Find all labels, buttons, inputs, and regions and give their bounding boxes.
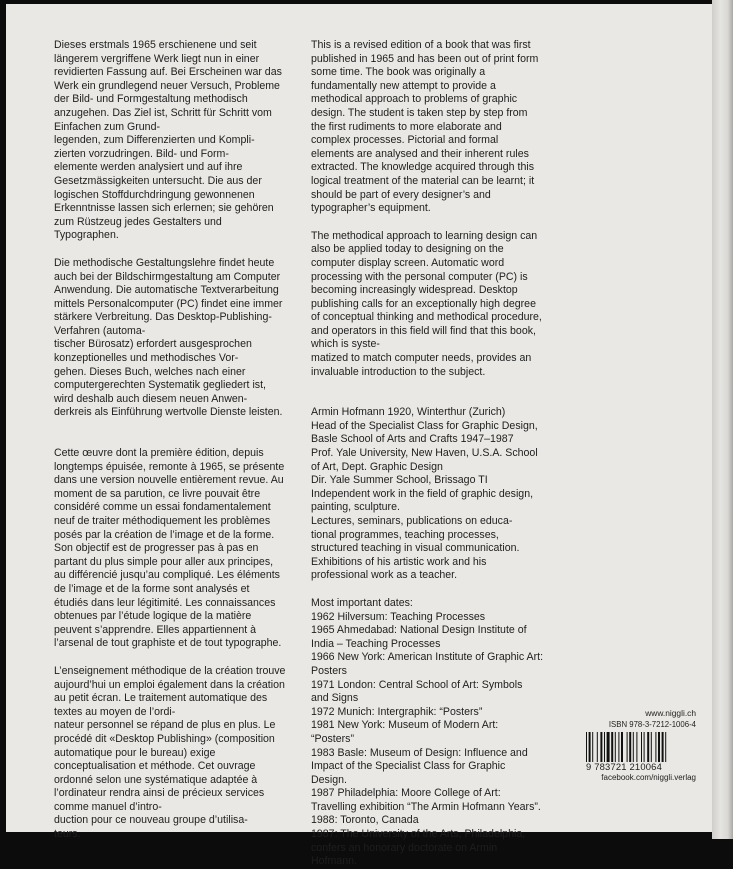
date-item: 1962 Hilversum: Teaching Processes — [311, 610, 486, 623]
date-item: 1972 Munich: Intergraphik: “Posters” — [311, 705, 483, 718]
isbn-text: ISBN 978-3-7212-1006-4 — [608, 720, 696, 729]
dates-heading: Most important dates: — [311, 596, 413, 609]
english-paragraph-1: This is a revised edition of a book that was first published in 1965 and has been out of print form some time. The book was originally a fundamentally new attempt to provide a methodical approach to problems of graphic design. The student is taken step by step from the first rudiments to more elaborate and complex processes. Pictorial and formal elements are analysed and their inherent rules extracted. The knowledge acquired through this logical treatment of the material can be learnt; it should be part of every designer’s and typographer’s equipment. — [311, 39, 539, 215]
dates-list — [311, 611, 543, 869]
german-paragraph-1: Dieses erstmals 1965 erschienene und seit längerem vergriffene Werk liegt nun in einer revidierten Fassung auf. Bei Erscheinen war das Werk ein grundlegend neuer Versuch, Probleme der Bild- und Formgestaltung methodisch anzugehen. Das Ziel ist, Schritt für Schritt vom Einfachen zum Grund- legenden, zum Differenzierten und Kompli- zierten vorzudringen. Bild- und Form- elemente werden analysiert und auf ihre Gesetzmässigkeiten untersucht. Die aus der logischen Stoffdurchdringung gewonnenen Erkenntnisse lassen sich erlernen; sie gehören zum Rüstzeug jedes Gestalters und Typographen. — [54, 39, 282, 242]
date-item: 1966 New York: American Institute of Graphic Art: Posters — [311, 651, 544, 677]
date-item: 1983 Basle: Museum of Design: Influence and Impact of the Specialist Class for Graphic Design. — [311, 746, 528, 786]
publisher-url: www.niggli.ch — [645, 708, 696, 718]
date-item: 1981 New York: Museum of Modern Art: “Posters” — [311, 719, 499, 745]
date-item: 1987 Philadelphia: Moore College of Art: Travelling exhibition “The Armin Hofmann Years”. 1988: Toronto, Canada — [311, 787, 541, 827]
barcode-icon — [586, 732, 696, 762]
barcode-number: 9 783721 210064 — [586, 761, 662, 772]
german-paragraph-2: Die methodische Gestaltungslehre findet heute auch bei der Bildschirmgestaltung am Computer Anwendung. Die automatische Textverarbeitung mittels Personalcomputer (PC) findet eine immer stärkere Verbreitung. Das Desktop-Publishing-Verfahren (automa- tischer Bürosatz) erfordert ausgesprochen konzeptionelles und methodisches Vor- gehen. Dieses Buch, welches nach einer computergerechten Systematik gegliedert ist, wird deshalb auch diesem neuen Anwen- derkreis als Einführung wertvolle Dienste leisten. — [54, 256, 283, 419]
date-item: 1965 Ahmedabad: National Design Institute of India – Teaching Processes — [311, 624, 527, 650]
left-column — [54, 39, 286, 842]
barcode-block — [586, 708, 696, 783]
french-paragraph-1: Cette œuvre dont la première édition, depuis longtemps épuisée, remonte à 1965, se présente dans une version nouvelle entièrement revue. Au moment de sa parution, ce livre pouvait être considéré comme un essai fondamentalement neuf de traiter méthodiquement les problèmes posés par la création de l’image et de la forme. Son objectif est de progresser pas à pas en partant du plus simple pour aller aux principes, au différencié jusqu’au compliqué. Les éléments de l’image et de la forme sont analysés et étudiés dans leur légitimité. Les connaissances obtenues par l’étude logique de la matière peuvent s’apprendre. Elles appartiennent à l’arsenal de tout graphiste et de tout typographe. — [54, 447, 285, 650]
right-column — [311, 39, 543, 869]
author-bio: Armin Hofmann 1920, Winterthur (Zurich) Head of the Specialist Class for Graphic Design, Basle School of Arts and Crafts 1947–1987 Prof. Yale University, New Haven, U.S.A. School of Art, Dept. Graphic Design Dir. Yale Summer School, Brissago TI Independent work in the field of graphic design, painting, sculpture. Lectures, seminars, publications on educa- tional programmes, teaching processes, structured teaching in visual communication. Exhibitions of his artistic work and his professional work as a teacher. — [311, 406, 538, 582]
book-spine — [712, 0, 733, 839]
facebook-url: facebook.com/niggli.verlag — [601, 773, 696, 782]
french-paragraph-2: L’enseignement méthodique de la création trouve aujourd’hui un emploi également dans la création au petit écran. Le traitement automatique des textes au moyen de l’ordi- nateur personnel se répand de plus en plus. Le procédé dit «Desktop Publishing» (composition automatique pour le bureau) exige conceptualisation et méthode. Cet ouvrage ordonné selon une systématique adaptée à l’ordinateur rendra ainsi de précieux services comme manuel d’intro- duction pour ce nouveau groupe d’utilisa- teurs. — [54, 664, 286, 841]
date-item: 1987: The University of the Arts, Philadelphia, confers an honorary doctorate on Armin Hofmann. — [311, 828, 526, 868]
date-item: 1971 London: Central School of Art: Symbols and Signs — [311, 678, 523, 705]
english-paragraph-2: The methodical approach to learning design can also be applied today to designing on the computer display screen. Automatic word processing with the personal computer (PC) is becoming increasingly widespread. Desktop publishing calls for an exceptionally high degree of conceptual thinking and methodical procedure, and operators in this field will find that this book, which is syste- matized to match computer needs, provides an invaluable introduction to the subject. — [311, 229, 542, 378]
